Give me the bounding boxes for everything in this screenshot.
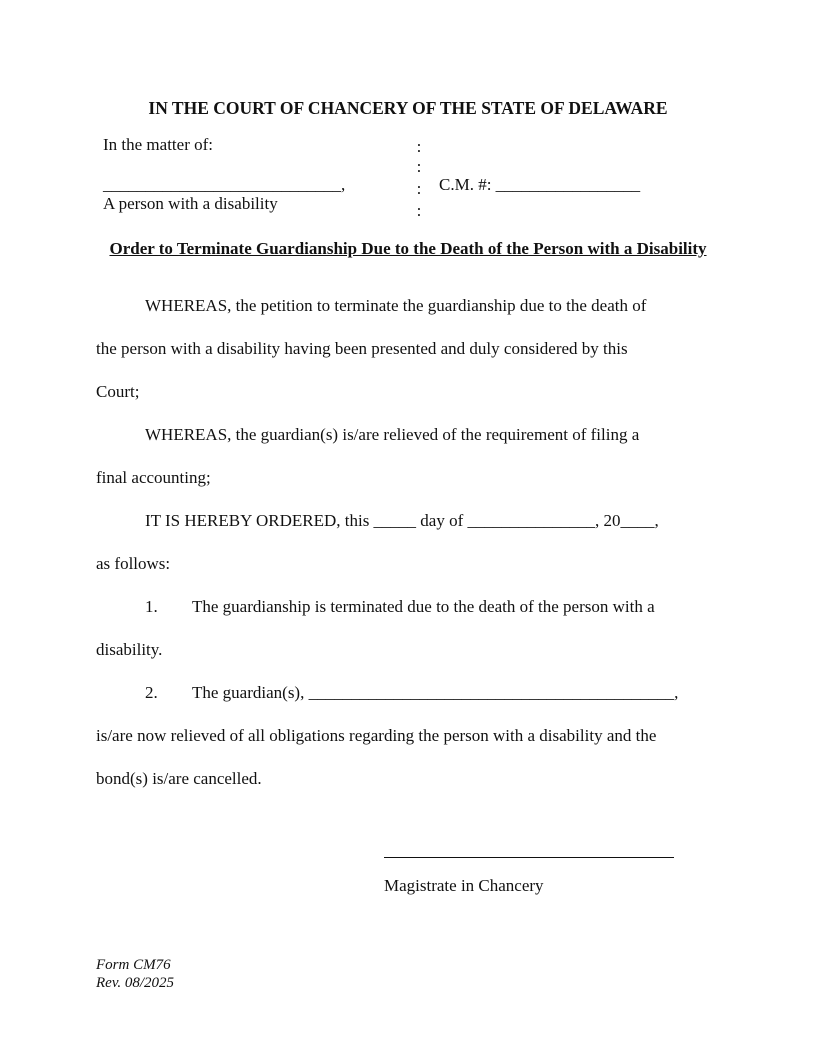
- item-1-number: 1.: [145, 597, 158, 616]
- order-title: Order to Terminate Guardianship Due to the Death of the Person with a Disability: [109, 239, 707, 258]
- court-title: IN THE COURT OF CHANCERY OF THE STATE OF DELAWARE: [148, 98, 668, 118]
- caption-colon: :: [416, 137, 422, 156]
- form-number: Form CM76: [96, 957, 171, 973]
- name-blank: ____________________________,: [103, 175, 346, 194]
- whereas-1-line-2: the person with a disability having been presented and duly considered by this: [96, 339, 628, 358]
- matter-label: In the matter of:: [103, 135, 213, 154]
- caption-colon: :: [416, 157, 422, 176]
- caption-colon: :: [416, 201, 422, 220]
- item-2-line-3: bond(s) is/are cancelled.: [96, 769, 262, 788]
- person-label: A person with a disability: [103, 194, 278, 213]
- whereas-1-line-3: Court;: [96, 382, 140, 401]
- whereas-1-line-1: WHEREAS, the petition to terminate the guardianship due to the death of: [145, 296, 647, 315]
- caption-colon: :: [416, 179, 422, 198]
- item-1-line-1: The guardianship is terminated due to the death of the person with a: [192, 597, 655, 616]
- item-2-line-2: is/are now relieved of all obligations regarding the person with a disability and the: [96, 726, 657, 745]
- ordered-line-2: as follows:: [96, 554, 171, 573]
- ordered-line-1: IT IS HEREBY ORDERED, this _____ day of _______________, 20____,: [145, 511, 659, 530]
- case-number: C.M. #: _________________: [439, 175, 641, 194]
- signature-line: [384, 857, 674, 858]
- item-1-line-2: disability.: [96, 640, 163, 659]
- whereas-2-line-1: WHEREAS, the guardian(s) is/are relieved of the requirement of filing a: [145, 425, 640, 444]
- item-2-number: 2.: [145, 683, 158, 702]
- whereas-2-line-2: final accounting;: [96, 468, 211, 487]
- signature-label: Magistrate in Chancery: [384, 876, 544, 895]
- form-revision: Rev. 08/2025: [96, 975, 175, 991]
- item-2-line-1: The guardian(s), ___________________________________________,: [192, 683, 679, 702]
